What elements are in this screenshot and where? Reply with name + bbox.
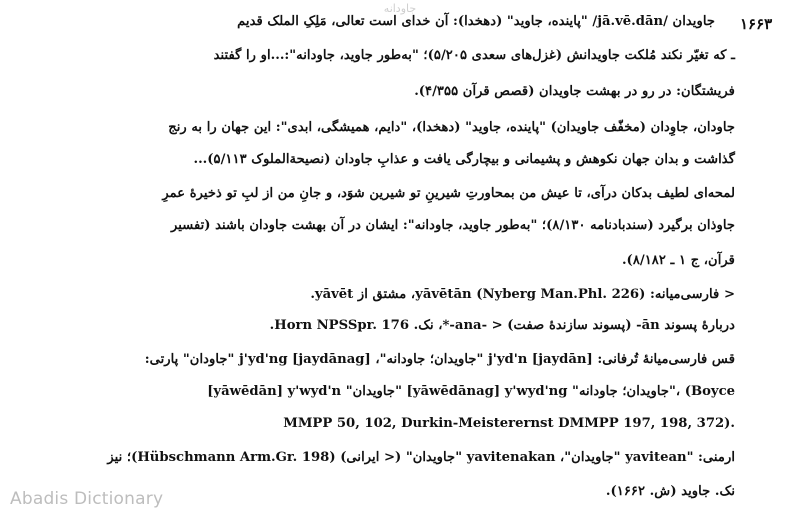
entry-line: قس فارسی‌میانهٔ تُرفانی: [jaydān] j'yd'n "جاویدان؛ جاودانه"، [jaydānag] j'yd'ng "جاودان" پارتی: <box>144 352 735 367</box>
entry-line: دربارهٔ پسوند ān- (پسوند سازندهٔ صفت) < -ana-*، نک. Horn NPSSpr. 176. <box>269 318 735 333</box>
entry-line: MMPP 50, 102, Durkin-Meisterernst DMMPP 197, 198, 372). <box>283 416 735 431</box>
entry-line: ارمنی: "yavitean "جاویدان"، yavitenakan "جاویدان" (< ایرانی) (Hübschmann Arm.Gr. 198)؛ نیز <box>107 450 735 465</box>
entry-line: لمحه‌ای لطیف بدکان درآی، تا عیش من بمحاورتِ شیرینِ تو شیرین شوَد، و جانِ من از لبِ تو ذخیرهٔ عمرِ <box>162 186 735 201</box>
entry-line: نک. جاوید (ش. ۱۶۶۲). <box>605 484 735 499</box>
entry-line: جاودان، جاوِدان (مخفّف جاویدان) "پاینده، جاوید" (دهخدا)، "دایم، همیشگی، ابدی": این جهان را به رنج <box>168 120 735 135</box>
entry-line: < فارسی‌میانه: yāvētān (Nyberg Man.Phl. 226)، مشتق از yāvēt. <box>310 287 735 302</box>
entry-line: قرآن، ج ۱ ـ ۸/۱۸۲). <box>621 253 735 268</box>
entry-line: فریشتگان: در رو در بهشت جاویدان (قصص قرآن ۴/۳۵۵). <box>414 84 735 99</box>
entry-line: [yāwēdān] y'wyd'n "جاویدان" [yāwēdānag] y'wyd'ng "جاویدان؛ جاودانه"، (Boyce <box>207 384 735 399</box>
brand-watermark: Abadis Dictionary <box>10 489 164 509</box>
entry-line: ـ که تغیّر نکند مُلکت جاویدانش (غزل‌های سعدی ۵/۲۰۵)؛ "به‌طور جاوید، جاودانه":...او را گفتند <box>213 48 735 63</box>
entry-line: جاوذان برگیرد (سندبادنامه ۸/۱۳۰)؛ "به‌طور جاوید، جاودانه": ایشان در آن بهشت جاودان باشند (تفسیر <box>170 218 735 233</box>
entry-line: گذاشت و بدان جهان نکوهش و پشیمانی و بیچارگی یافت و عذابِ جاودان (نصیحة‌الملوک ۵/۱۱۳)... <box>193 152 735 167</box>
entry-line: جاویدان /jā.vē.dān/ "پاینده، جاوید" (دهخدا): آن خدای است تعالی، مَلِکِ الملک قدیم <box>237 14 715 29</box>
entry-number: ۱۶۶۳ <box>740 15 773 33</box>
watermark-top: جاودانه <box>383 2 417 15</box>
